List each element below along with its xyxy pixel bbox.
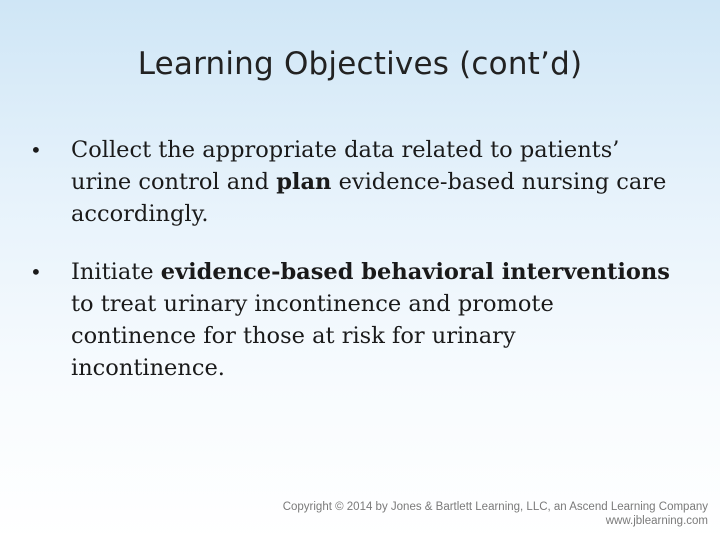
copyright-text: Copyright © 2014 by Jones & Bartlett Learning, LLC, an Ascend Learning Company: [282, 501, 708, 513]
website-text: www.jblearning.com: [605, 515, 708, 527]
bullet-segment: Collect the appropriate data related to patients’ urine control and: [71, 137, 620, 195]
bullet-item-1: [30, 134, 670, 230]
bullet-segment: to treat urinary incontinence and promote continence for those at risk for urinary incontinence.: [71, 291, 554, 381]
bullet-segment: Initiate: [71, 259, 161, 285]
copyright-footer: [283, 500, 708, 528]
slide-title: Learning Objectives (cont’d): [137, 46, 583, 82]
bullet-text: [71, 259, 670, 381]
bullet-item-2: [30, 256, 670, 384]
bullet-segment-bold: evidence-based behavioral interventions: [160, 259, 670, 285]
bullet-marker: •: [30, 260, 42, 284]
bullet-segment: evidence-based nursing care accordingly.: [71, 169, 667, 227]
bullet-segment-bold: plan: [276, 169, 332, 195]
bullet-marker: •: [30, 138, 42, 162]
bullet-list: [30, 134, 670, 410]
bullet-text: [71, 137, 666, 227]
